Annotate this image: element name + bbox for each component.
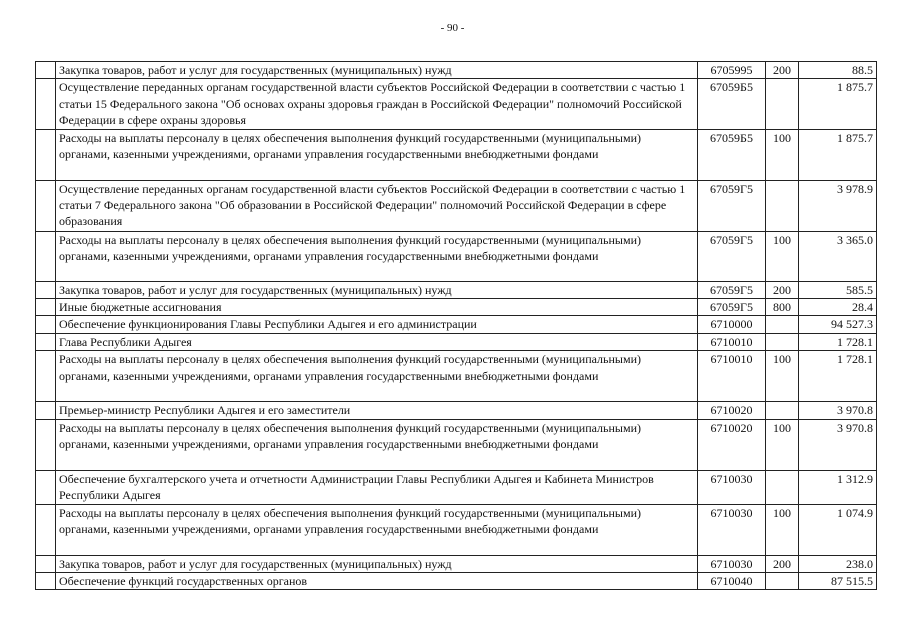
amount-cell: 1 875.7 [799,129,877,180]
expense-name-cell: Расходы на выплаты персоналу в целях обеспечения выполнения функций государственными (муниципальными) органами, казенными учреждениями, органами управления государственными внебюджетными фондами [56,504,698,555]
expense-type-cell: 100 [766,129,799,180]
target-code-cell: 6710030 [698,555,766,572]
target-code-cell: 67059Г5 [698,299,766,316]
amount-cell: 94 527.3 [799,316,877,333]
amount-cell: 3 365.0 [799,231,877,281]
table-row [36,316,877,333]
table-row [36,231,877,281]
table-row [36,79,877,129]
row-margin-cell [36,470,56,504]
row-margin-cell [36,299,56,316]
expense-type-cell: 100 [766,231,799,281]
expense-name-cell: Расходы на выплаты персоналу в целях обеспечения выполнения функций государственными (муниципальными) органами, казенными учреждениями, органами управления государственными внебюджетными фондами [56,231,698,281]
target-code-cell: 6710020 [698,419,766,470]
expense-type-cell [766,333,799,350]
expense-name-cell: Расходы на выплаты персоналу в целях обеспечения выполнения функций государственными (муниципальными) органами, казенными учреждениями, органами управления государственными внебюджетными фондами [56,129,698,180]
expense-name-cell: Иные бюджетные ассигнования [56,299,698,316]
amount-cell: 3 978.9 [799,180,877,231]
expense-name-cell: Расходы на выплаты персоналу в целях обеспечения выполнения функций государственными (муниципальными) органами, казенными учреждениями, органами управления государственными внебюджетными фондами [56,351,698,402]
target-code-cell: 67059Б5 [698,129,766,180]
expense-type-cell: 800 [766,299,799,316]
expense-type-cell: 100 [766,504,799,555]
row-margin-cell [36,180,56,231]
budget-table [35,61,877,590]
table-row [36,351,877,402]
table-row [36,504,877,555]
target-code-cell: 6710020 [698,402,766,419]
expense-type-cell [766,180,799,231]
table-row [36,62,877,79]
row-margin-cell [36,555,56,572]
target-code-cell: 67059Б5 [698,79,766,129]
table-row [36,333,877,350]
expense-type-cell: 200 [766,281,799,298]
table-row [36,281,877,298]
row-margin-cell [36,62,56,79]
amount-cell: 3 970.8 [799,402,877,419]
row-margin-cell [36,79,56,129]
expense-name-cell: Обеспечение функционирования Главы Республики Адыгея и его администрации [56,316,698,333]
row-margin-cell [36,231,56,281]
expense-name-cell: Осуществление переданных органам государственной власти субъектов Российской Федерации в соответствии с частью 1 статьи 7 Федерального закона "Об образовании в Российской Федерации" полномочий Российской Федерации в сфере образования [56,180,698,231]
expense-name-cell: Расходы на выплаты персоналу в целях обеспечения выполнения функций государственными (муниципальными) органами, казенными учреждениями, органами управления государственными внебюджетными фондами [56,419,698,470]
expense-name-cell: Закупка товаров, работ и услуг для государственных (муниципальных) нужд [56,62,698,79]
expense-name-cell: Обеспечение функций государственных органов [56,573,698,590]
expense-name-cell: Закупка товаров, работ и услуг для государственных (муниципальных) нужд [56,555,698,572]
amount-cell: 238.0 [799,555,877,572]
table-row [36,402,877,419]
expense-type-cell: 200 [766,62,799,79]
expense-type-cell [766,316,799,333]
table-row [36,419,877,470]
page-number: - 90 - [440,22,465,34]
table-row [36,299,877,316]
row-margin-cell [36,573,56,590]
expense-type-cell [766,573,799,590]
target-code-cell: 6710040 [698,573,766,590]
expense-name-cell: Премьер-министр Республики Адыгея и его заместители [56,402,698,419]
expense-name-cell: Осуществление переданных органам государственной власти субъектов Российской Федерации в соответствии с частью 1 статьи 15 Федерального закона "Об основах охраны здоровья граждан в Российской Федерации" полномочий Российской Федерации в сфере охраны здоровья [56,79,698,129]
expense-type-cell [766,470,799,504]
expense-type-cell [766,79,799,129]
expense-type-cell: 100 [766,351,799,402]
target-code-cell: 67059Г5 [698,281,766,298]
row-margin-cell [36,129,56,180]
row-margin-cell [36,281,56,298]
expense-type-cell [766,402,799,419]
target-code-cell: 67059Г5 [698,231,766,281]
target-code-cell: 6710010 [698,351,766,402]
target-code-cell: 6705995 [698,62,766,79]
expense-name-cell: Глава Республики Адыгея [56,333,698,350]
amount-cell: 1 074.9 [799,504,877,555]
expense-type-cell: 100 [766,419,799,470]
row-margin-cell [36,351,56,402]
amount-cell: 3 970.8 [799,419,877,470]
amount-cell: 28.4 [799,299,877,316]
row-margin-cell [36,504,56,555]
amount-cell: 1 728.1 [799,351,877,402]
expense-type-cell: 200 [766,555,799,572]
row-margin-cell [36,316,56,333]
table-row [36,180,877,231]
table-row [36,129,877,180]
table-row [36,573,877,590]
target-code-cell: 67059Г5 [698,180,766,231]
row-margin-cell [36,419,56,470]
amount-cell: 1 875.7 [799,79,877,129]
table-row [36,470,877,504]
amount-cell: 585.5 [799,281,877,298]
row-margin-cell [36,333,56,350]
target-code-cell: 6710030 [698,470,766,504]
expense-name-cell: Закупка товаров, работ и услуг для государственных (муниципальных) нужд [56,281,698,298]
amount-cell: 87 515.5 [799,573,877,590]
amount-cell: 88.5 [799,62,877,79]
amount-cell: 1 312.9 [799,470,877,504]
target-code-cell: 6710030 [698,504,766,555]
target-code-cell: 6710000 [698,316,766,333]
expense-name-cell: Обеспечение бухгалтерского учета и отчетности Администрации Главы Республики Адыгея и Кабинета Министров Республики Адыгея [56,470,698,504]
target-code-cell: 6710010 [698,333,766,350]
row-margin-cell [36,402,56,419]
table-row [36,555,877,572]
amount-cell: 1 728.1 [799,333,877,350]
